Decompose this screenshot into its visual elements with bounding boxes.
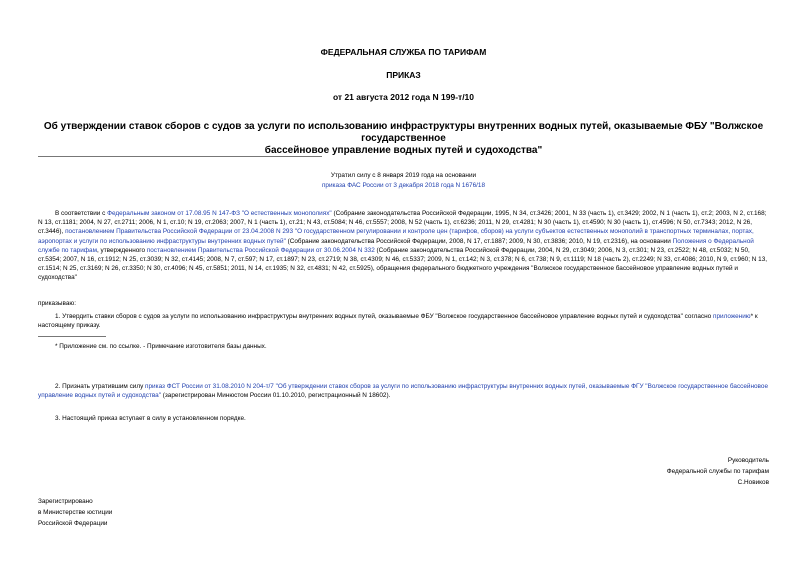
- preamble-text-2: (Собрание законодательства Российской Федерации, 1995, N 34, ст.3426; 2001, N 33 (часть 1), ст.3429; 2002, N 1 (часть 1), ст.2; 2003, N 2, ст.168; N 13, ст.1181; 2004, N 27, ст.2711; 2006, N 1, ст.10; N 19, ст.2063; 2007, N 1 (часть 1), ст.21; N 43, ст.5084; N 46, ст.5557; 2008, N 52 (часть 1), ст.6236; 2011, N 29, ст.4281; N 30 (часть 1), ст.4590; N 30 (часть 1), ст.4596; N 50, ст.7343; 2012, N 26, ст.3446),: [38, 210, 767, 236]
- agency-title: ФЕДЕРАЛЬНАЯ СЛУЖБА ПО ТАРИФАМ: [320, 47, 487, 57]
- registration-line-2: в Министерстве юстиции: [38, 509, 113, 516]
- doc-title-line-1: Об утверждении ставок сборов с судов за услуги по использованию инфраструктуры внутренних водных путей, оказываемые ФБУ "Волжское государственное: [43, 121, 764, 144]
- orders-label: приказываю:: [38, 300, 76, 307]
- doc-date: от 21 августа 2012 года N 199-т/10: [332, 92, 475, 102]
- status-note: [0, 171, 807, 191]
- item-3: 3. Настоящий приказ вступает в силу в установленном порядке.: [55, 415, 246, 422]
- preamble-text-1: В соответствии с: [55, 210, 108, 217]
- status-text: Утратил силу с 8 января 2019 года на основании: [330, 172, 477, 179]
- signature-block: [667, 455, 769, 488]
- registration-block: [38, 496, 112, 529]
- preamble: [38, 209, 772, 283]
- fst-order-204-link[interactable]: приказ ФСТ России от 31.08.2010 N 204-т/7 "Об утверждении ставок сборов за услуги по использованию инфраструктуры внутренних водных путей, оказываемые ФГУ "Волжское государственное бассейновое управление водных путей и судоходства": [38, 383, 768, 400]
- item-2-text-2: (зарегистрирован Минюстом России 01.10.2010, регистрационный N 18602).: [160, 392, 391, 400]
- footnote: * Приложение см. по ссылке. - Примечание изготовителя базы данных.: [55, 343, 267, 350]
- item-1-text-2: * к настоящему приказу.: [38, 313, 758, 330]
- signature-agency: Федеральной службы по тарифам: [666, 468, 769, 475]
- preamble-text-3: (Собрание законодательства Российской Федерации, 2008, N 17, ст.1887; 2009, N 30, ст.3836; 2010, N 19, ст.2316), на основании: [285, 237, 673, 245]
- doc-title-line-2: бассейновое управление водных путей и судоходства": [264, 145, 543, 156]
- doc-title: [35, 121, 772, 157]
- preamble-text-5: (Собрание законодательства Российской Федерации, 2004, N 29, ст.3049; 2006, N 3, ст.301; N 23, ст.2522; N 48, ст.5032; N 50, ст.5354; 2007, N 16, ст.1912; N 25, ст.3039; N 32, ст.4145; 2008, N 7, ст.597; N 17, ст.1897; N 23, ст.2719; N 38, ст.4309; N 46, ст.5337; 2009, N 1, ст.142; N 3, ст.378; N 6, ст.738; N 9, ст.1119; N 18 (часть 2), ст.2249; N 33, ст.4086; 2010, N 9, ст.960; N 13, ст.1514; N 25, ст.3169; N 26, ст.3350; N 30, ст.4096; N 45, ст.5851; 2011, N 14, ст.1935; N 32, ст.4831; N 42, ст.5925), обращения федерального бюджетного учреждения "Волжское государственное бассейновое управление водных путей и судоходства": [38, 246, 768, 282]
- item-1-text-1: 1. Утвердить ставки сборов с судов за услуги по использованию инфраструктуры внутренних водных путей, оказываемые ФБУ "Волжское государственное бассейновое управление водных путей и судоходства" согласно: [55, 313, 713, 320]
- fst-regulation-link[interactable]: Положения о Федеральной службе по тарифам: [38, 237, 754, 254]
- preamble-text-4: , утвержденного: [97, 246, 147, 254]
- government-decree-332-link[interactable]: постановлением Правительства Российской Федерации от 30.06.2004 N 332: [146, 246, 375, 254]
- title-divider: [38, 156, 322, 157]
- registration-line-3: Российской Федерации: [38, 520, 108, 527]
- signature-position: Руководитель: [727, 457, 769, 464]
- item-2-text-1: 2. Признать утратившим силу: [55, 383, 146, 390]
- appendix-link[interactable]: приложению: [712, 313, 751, 320]
- signature-name: С.Новиков: [737, 479, 769, 486]
- federal-law-link[interactable]: Федеральным законом от 17.08.95 N 147-ФЗ "О естественных монополиях": [107, 210, 332, 217]
- item-2: [38, 382, 772, 400]
- government-decree-293-link[interactable]: постановлением Правительства Российской Федерации от 23.04.2008 N 293 "О государственном регулировании и контроле цен (тарифов, сборов) на услуги субъектов естественных монополий в транспортных терминалах, портах, аэропортах и услуги по использованию инфраструктуры внутренних водных путей": [38, 228, 754, 245]
- doc-type: ПРИКАЗ: [386, 70, 421, 80]
- registration-line-1: Зарегистрировано: [38, 498, 93, 505]
- status-link[interactable]: приказа ФАС России от 3 декабря 2018 года N 1676/18: [321, 182, 486, 189]
- footnote-divider: [38, 336, 106, 337]
- item-1: [38, 312, 772, 330]
